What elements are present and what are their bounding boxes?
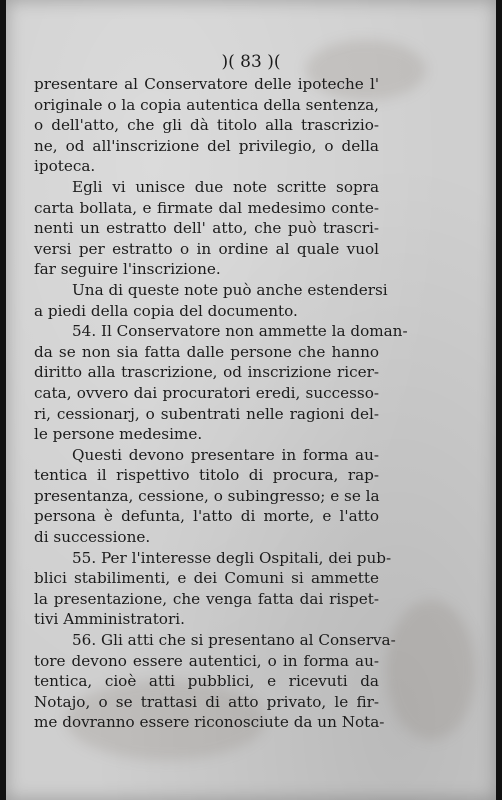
text-line: di successione.	[34, 528, 151, 547]
text-line: o dell'atto, che gli dà titolo alla trascrizio-	[34, 116, 379, 135]
page-number-header: )( 83 )(	[221, 52, 281, 72]
text-line: carta bollata, e firmate dal medesimo conte-	[34, 198, 379, 217]
text-line: tore devono essere autentici, o in forma au-	[34, 651, 379, 670]
text-line: a piedi della copia del documento.	[34, 301, 298, 320]
text-line: far seguire l'inscrizione.	[34, 260, 221, 279]
paper-stain	[386, 600, 476, 740]
text-line: Una di queste note può anche estendersi	[72, 280, 388, 299]
text-line: diritto alla trascrizione, od inscrizione ricer-	[34, 363, 379, 382]
text-line: da se non sia fatta dalle persone che hanno	[34, 342, 379, 361]
text-line: Notajo, o se trattasi di atto privato, le fir-	[34, 692, 379, 711]
body-text	[34, 74, 408, 733]
text-line: Questi devono presentare in forma au-	[72, 445, 379, 464]
text-line: la presentazione, che venga fatta dai rispet-	[34, 589, 379, 608]
text-line: blici stabilimenti, e dei Comuni si ammette	[34, 569, 379, 588]
text-line: 54. Il Conservatore non ammette la doman-	[72, 322, 408, 341]
text-line: ne, od all'inscrizione del privilegio, o della	[34, 136, 379, 155]
text-line: ipoteca.	[34, 157, 96, 176]
book-page	[6, 0, 496, 800]
text-line: tivi Amministratori.	[34, 610, 185, 629]
text-line: Egli vi unisce due note scritte sopra	[72, 177, 379, 196]
text-line: versi per estratto o in ordine al quale vuol	[34, 239, 379, 258]
text-line: ri, cessionarj, o subentrati nelle ragioni del-	[34, 404, 379, 423]
text-line: 56. Gli atti che si presentano al Conserva-	[72, 631, 396, 650]
text-line: presentare al Conservatore delle ipoteche l'	[34, 75, 379, 93]
scan-border-right	[496, 0, 502, 800]
text-line: originale o la copia autentica della sentenza,	[34, 95, 379, 114]
text-line: me dovranno essere riconosciute da un Nota-	[34, 713, 385, 732]
text-line: nenti un estratto dell' atto, che può trascri-	[34, 219, 379, 238]
text-line: persona è defunta, l'atto di morte, e l'atto	[34, 507, 379, 526]
text-line: le persone medesime.	[34, 425, 203, 444]
text-line: 55. Per l'interesse degli Ospitali, dei pub-	[72, 548, 392, 567]
text-line: tentica, cioè atti pubblici, e ricevuti da	[34, 672, 379, 691]
text-line: presentanza, cessione, o subingresso; e se la	[34, 486, 380, 505]
text-line: tentica il rispettivo titolo di procura, rap-	[34, 466, 379, 485]
text-line: cata, ovvero dai procuratori eredi, successo-	[34, 383, 379, 402]
